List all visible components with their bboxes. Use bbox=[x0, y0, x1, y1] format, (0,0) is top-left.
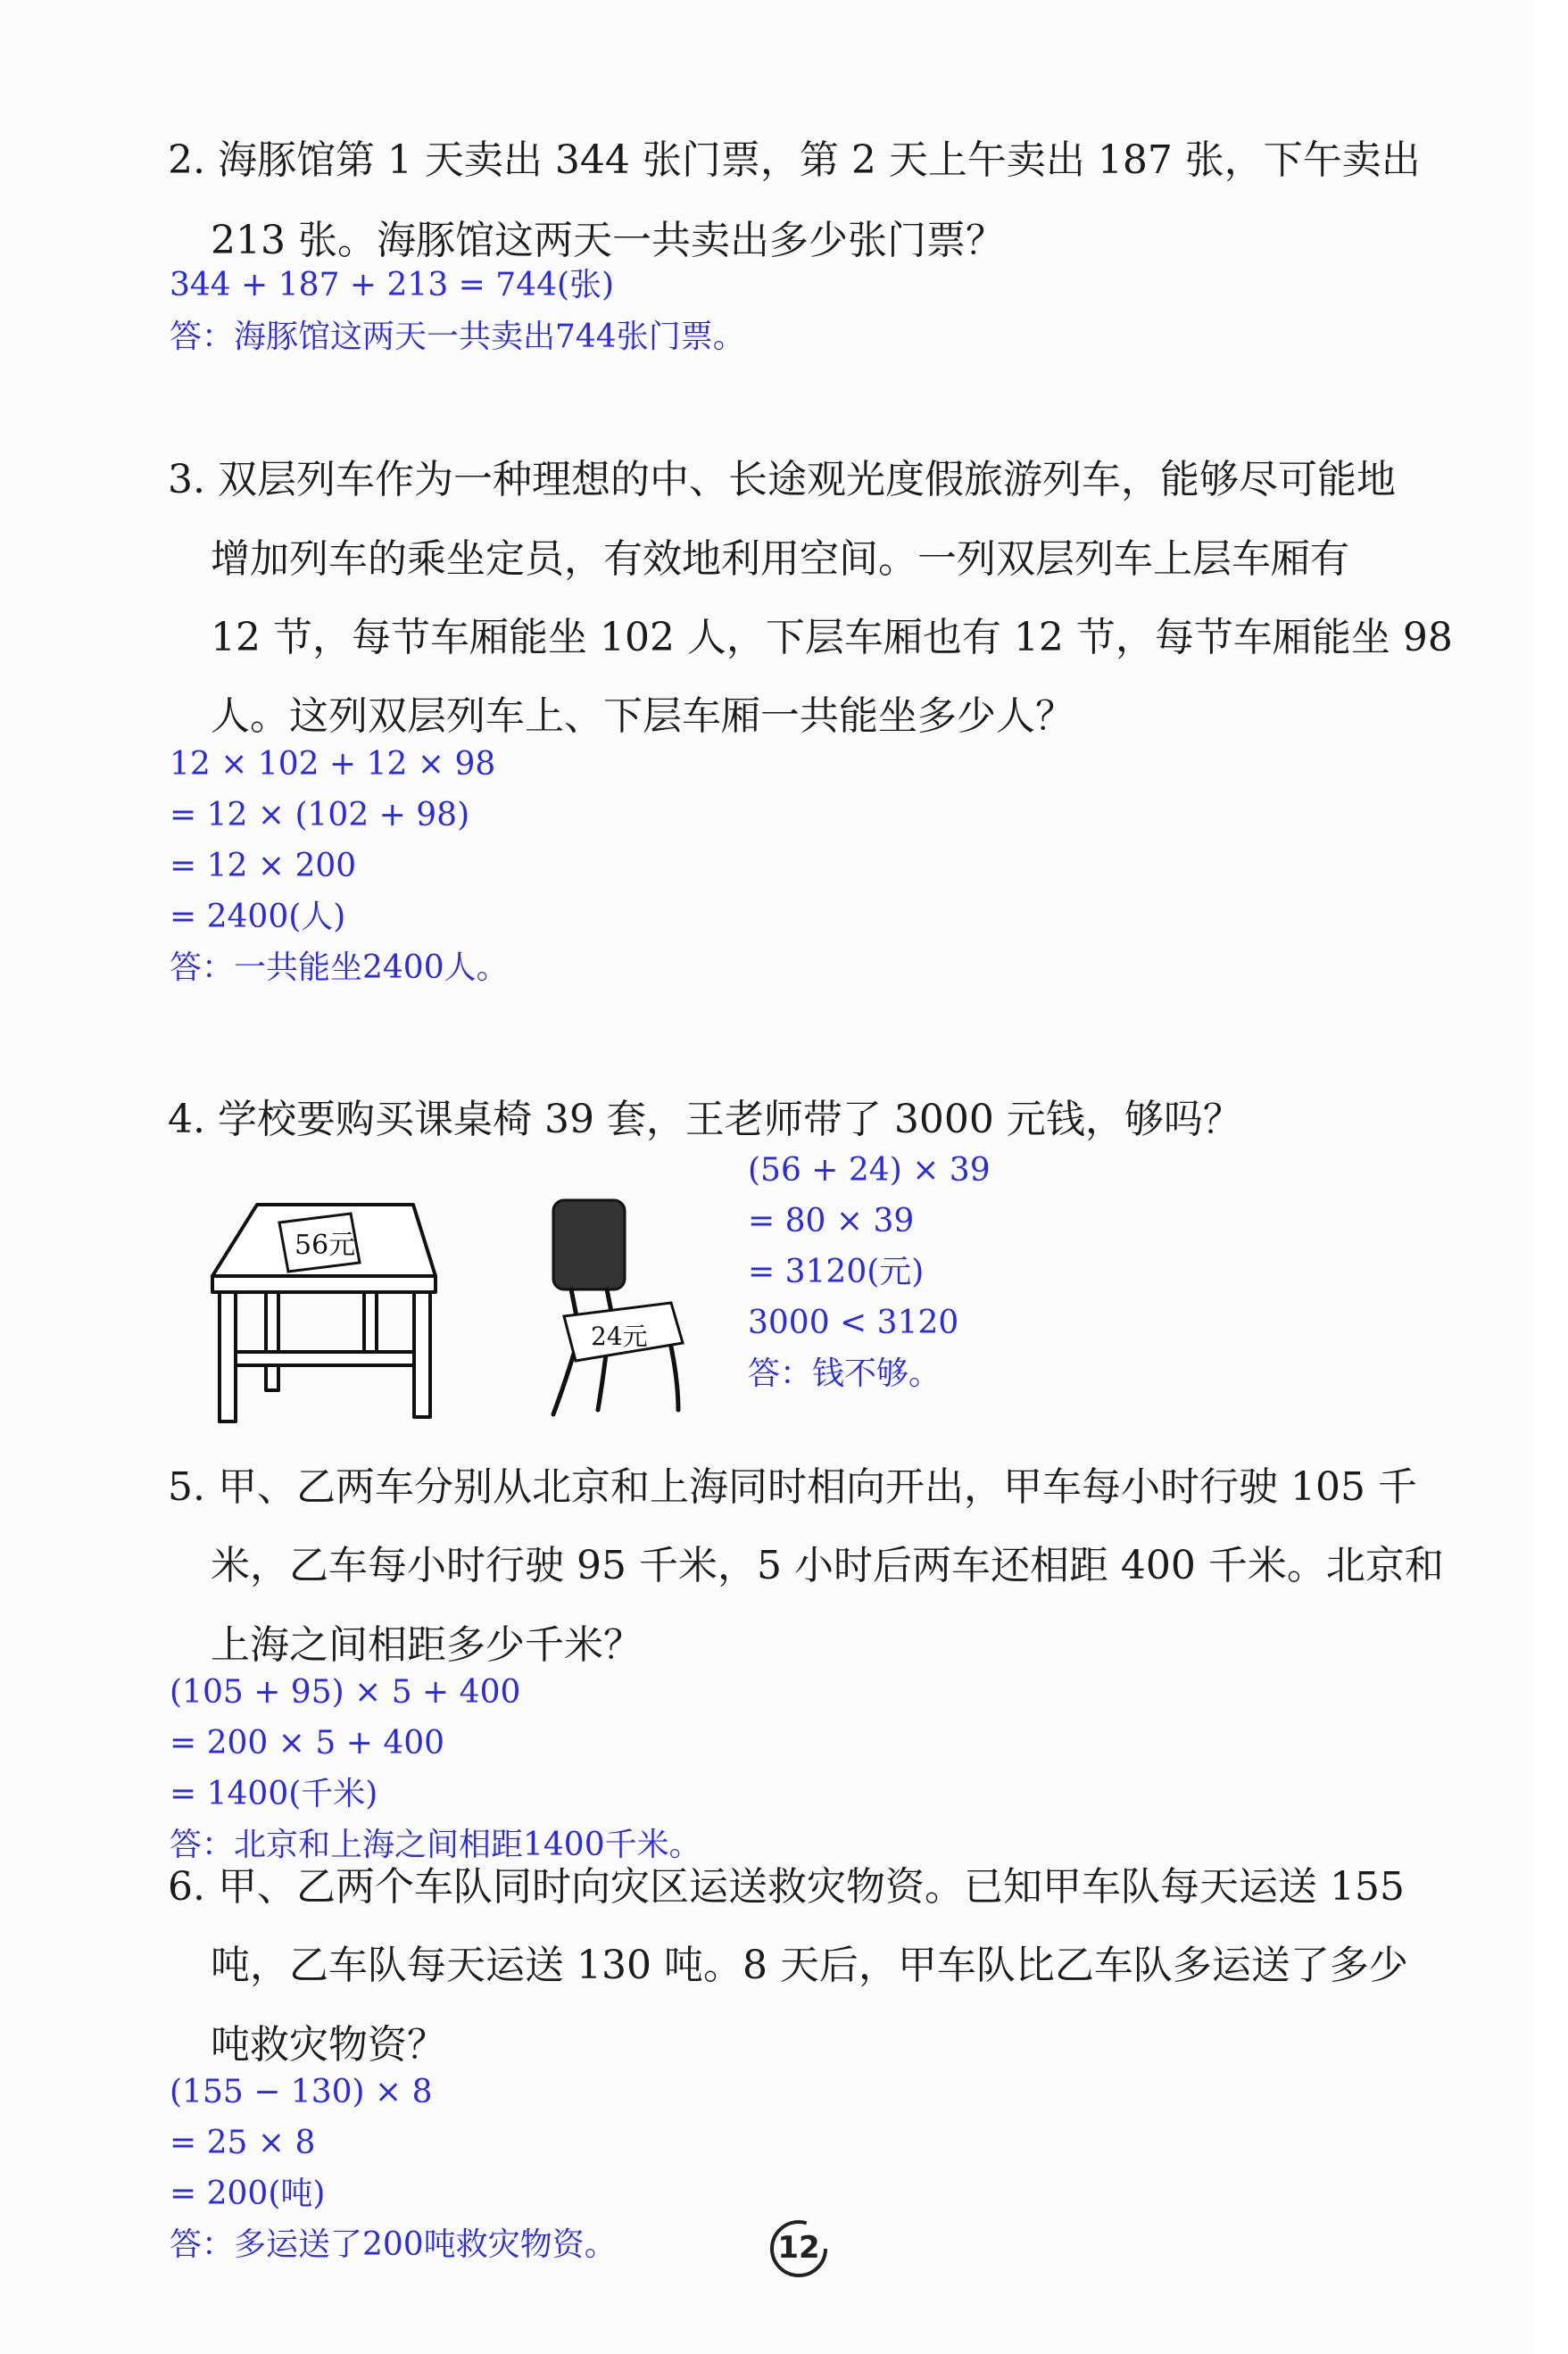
problem-6-line-3: 吨救灾物资？ bbox=[211, 2022, 446, 2068]
problem-5-line-1: 5. 甲、乙两车分别从北京和上海同时相向开出，甲车每小时行驶 105 千 bbox=[168, 1464, 1417, 1510]
problem-6-answer-line-4: 答：多运送了200吨救灾物资。 bbox=[170, 2226, 617, 2263]
problem-6-line-1: 6. 甲、乙两个车队同时向灾区运送救灾物资。已知甲车队每天运送 155 bbox=[168, 1864, 1405, 1910]
problem-6-answer-line-2: = 25 × 8 bbox=[170, 2125, 316, 2161]
problem-5-answer-line-4: 答：北京和上海之间相距1400千米。 bbox=[170, 1827, 701, 1863]
problem-4-answer-line-2: = 80 × 39 bbox=[748, 1203, 915, 1239]
problem-3-answer-line-5: 答：一共能坐2400人。 bbox=[170, 949, 509, 986]
problem-3-answer-line-2: = 12 × (102 + 98) bbox=[170, 797, 470, 833]
problem-2-line-2: 213 张。海豚馆这两天一共卖出多少张门票？ bbox=[211, 218, 1005, 263]
problem-5-line-3: 上海之间相距多少千米？ bbox=[211, 1622, 643, 1668]
page-number-badge bbox=[767, 2217, 830, 2280]
problem-4-answer-line-5: 答：钱不够。 bbox=[748, 1355, 942, 1392]
price-tag-chair bbox=[564, 1303, 683, 1361]
problem-2-answer-line-1: 344 + 187 + 213 = 744(张) bbox=[170, 267, 615, 303]
problem-5-answer-line-2: = 200 × 5 + 400 bbox=[170, 1725, 445, 1761]
chair-illustration bbox=[544, 1191, 705, 1423]
problem-4-line-1: 4. 学校要购买课桌椅 39 套，王老师带了 3000 元钱，够吗？ bbox=[168, 1097, 1242, 1142]
problem-4-answer-line-3: = 3120(元) bbox=[748, 1254, 925, 1290]
page-number: 12 bbox=[777, 2230, 820, 2266]
problem-3-line-3: 12 节，每节车厢能坐 102 人，下层车厢也有 12 节，每节车厢能坐 98 bbox=[211, 615, 1453, 660]
problem-3-line-2: 增加列车的乘坐定员，有效地利用空间。一列双层列车上层车厢有 bbox=[211, 536, 1349, 582]
problem-3-line-4: 人。这列双层列车上、下层车厢一共能坐多少人？ bbox=[211, 693, 1074, 739]
price-tag-chair-text: 24元 bbox=[591, 1322, 648, 1351]
problem-5-answer-line-3: = 1400(千米) bbox=[170, 1776, 378, 1812]
problem-6-line-2: 吨，乙车队每天运送 130 吨。8 天后，甲车队比乙车队多运送了多少 bbox=[211, 1943, 1408, 1988]
problem-3-answer-line-4: = 2400(人) bbox=[170, 899, 346, 935]
problem-6-answer-line-1: (155 − 130) × 8 bbox=[170, 2074, 433, 2110]
problem-2-answer-line-2: 答：海豚馆这两天一共卖出744张门票。 bbox=[170, 319, 745, 355]
chair-back bbox=[553, 1200, 625, 1289]
problem-4-answer-line-4: 3000 < 3120 bbox=[748, 1305, 959, 1341]
problem-3-answer-line-1: 12 × 102 + 12 × 98 bbox=[170, 746, 496, 783]
price-tag-desk bbox=[279, 1214, 360, 1272]
problem-4-answer-line-1: (56 + 24) × 39 bbox=[748, 1152, 991, 1189]
problem-6-answer-line-3: = 200(吨) bbox=[170, 2176, 326, 2212]
problem-5-answer-line-1: (105 + 95) × 5 + 400 bbox=[170, 1674, 521, 1711]
problem-5-line-2: 米，乙车每小时行驶 95 千米，5 小时后两车还相距 400 千米。北京和 bbox=[211, 1543, 1444, 1588]
desk-illustration bbox=[203, 1187, 444, 1428]
problem-3-answer-line-3: = 12 × 200 bbox=[170, 848, 357, 884]
problem-3-line-1: 3. 双层列车作为一种理想的中、长途观光度假旅游列车，能够尽可能地 bbox=[168, 457, 1396, 502]
problem-2-line-1: 2. 海豚馆第 1 天卖出 344 张门票，第 2 天上午卖出 187 张，下午卖出 bbox=[168, 137, 1421, 183]
price-tag-desk-text: 56元 bbox=[295, 1230, 356, 1261]
